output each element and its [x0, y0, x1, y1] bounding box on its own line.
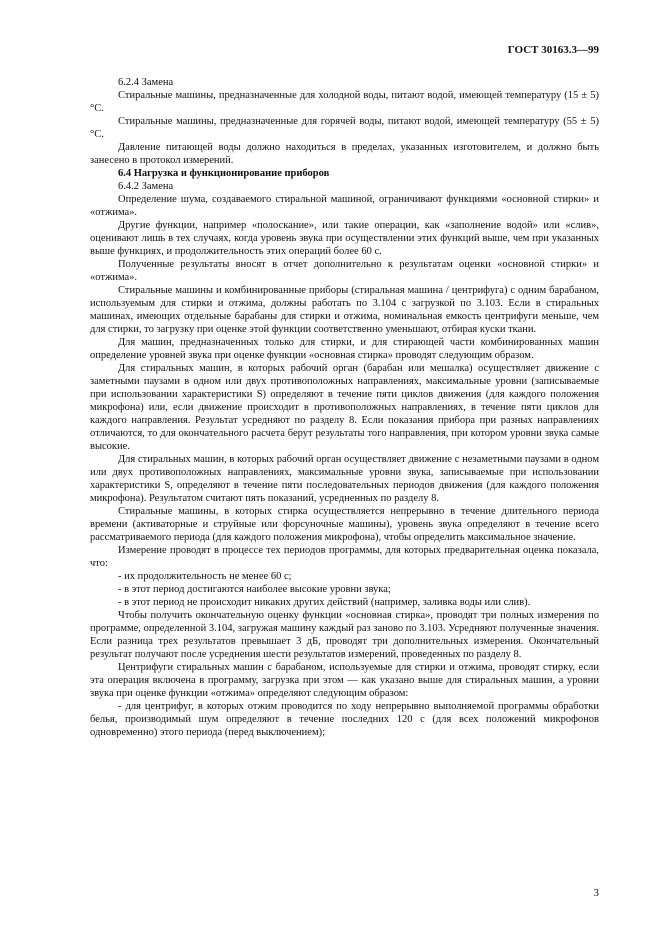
paragraph: Стиральные машины, предназначенные для горячей воды, питают водой, имеющей температуру (55 ± 5) °С.: [90, 116, 599, 140]
paragraph: Центрифуги стиральных машин с барабаном, используемые для стирки и отжима, проводят стирку, если эта операция включена в программу, загрузка при этом — как указано выше для стиральных машин, а уровни звука при оценке функции «отжима» определяют следующим образом:: [90, 662, 599, 699]
paragraph: Полученные результаты вносят в отчет дополнительно к результатам оценки «основной стирки» и «отжима».: [90, 259, 599, 283]
paragraph: Стиральные машины, предназначенные для холодной воды, питают водой, имеющей температуру (15 ± 5) °С.: [90, 90, 599, 114]
paragraph: Давление питающей воды должно находиться в пределах, указанных изготовителем, и должно быть занесено в протокол измерений.: [90, 142, 599, 166]
section-6-4-title: 6.4 Нагрузка и функционирование приборов: [118, 168, 330, 179]
page-number: 3: [593, 887, 599, 899]
section-6-2-4-title: 6.2.4 Замена: [118, 77, 174, 88]
list-item: - в этот период не происходит никаких других действий (например, заливка воды или слив).: [118, 597, 531, 608]
document-body: [90, 76, 599, 739]
paragraph: Чтобы получить окончательную оценку функции «основная стирка», проводят три полных измерения по программе, определенной 3.104, загружая машину каждый раз заново по 3.103. Усредняют полученные значения. Если разница трех результатов превышает 3 дБ, проводят три дополнительных измерения. Окончательный результат получают после усреднения шести результатов измерений, проведенных по разделу 8.: [90, 610, 599, 660]
paragraph: Для машин, предназначенных только для стирки, и для стирающей части комбинированных машин определение уровней звука при оценке функции «основная стирка» проводят следующим образом.: [90, 337, 599, 361]
list-item: - их продолжительность не менее 60 с;: [118, 571, 292, 582]
paragraph: Стиральные машины, в которых стирка осуществляется непрерывно в течение длительного периода времени (активаторные и струйные или форсуночные машины), уровень звука определяют в течение всего рассматриваемого периода (для каждого положения микрофона), чтобы определить максимальное значение.: [90, 506, 599, 543]
list-item: - в этот период достигаются наиболее высокие уровни звука;: [118, 584, 391, 595]
paragraph: Определение шума, создаваемого стиральной машиной, ограничивают функциями «основной стирки» и «отжима».: [90, 194, 599, 218]
list-item: - для центрифуг, в которых отжим проводится по ходу непрерывно выполняемой программы обработки белья, производимый шум определяют в течение последних 120 с (для всех положений микрофонов одновременно) этого периода (перед выключением);: [90, 701, 599, 738]
paragraph: Стиральные машины и комбинированные приборы (стиральная машина / центрифуга) с одним барабаном, используемым для стирки и отжима, должны работать по 3.104 с загрузкой по 3.103. Если в стиральных машинах, имеющих отдельные барабаны для стирки и отжима, номинальная емкость центрифуги меньше, чем для стирки, то загрузку при оценке этой функции соответственно уменьшают, отбирая куски ткани.: [90, 285, 599, 335]
section-6-4-2-title: 6.4.2 Замена: [118, 181, 174, 192]
document-header: ГОСТ 30163.3—99: [507, 44, 599, 56]
paragraph: Для стиральных машин, в которых рабочий орган осуществляет движение с незаметными паузами в одном или двух противоположных направлениях, максимальные уровни звука, записываемые при использовании характеристики S, определяют в течение пяти последовательных периодов движения (для каждого положения микрофона). Результатом считают пять показаний, усредненных по разделу 8.: [90, 454, 599, 504]
paragraph: Измерение проводят в процессе тех периодов программы, для которых предварительная оценка показала, что:: [90, 545, 599, 569]
paragraph: Другие функции, например «полоскание», или такие операции, как «заполнение водой» или «слив», оценивают лишь в тех случаях, когда уровень звука при осуществлении этих функций выше, чем при указанных выше функциях, и продолжительность этих операций более 60 с.: [90, 220, 599, 257]
paragraph: Для стиральных машин, в которых рабочий орган (барабан или мешалка) осуществляет движение с заметными паузами в одном или двух противоположных направлениях, максимальные уровни (записываемые при использовании характеристики S) определяют в течение пяти циклов движения (для каждого положения микрофона) или, если движение происходит в противоположных направлениях, в течение пяти циклов для каждого направления. Результат усредняют по разделу 8. Если показания прибора при разных направлениях отличаются, то для окончательного расчета берут результаты того направления, при котором уровни звука самые высокие.: [90, 363, 599, 452]
